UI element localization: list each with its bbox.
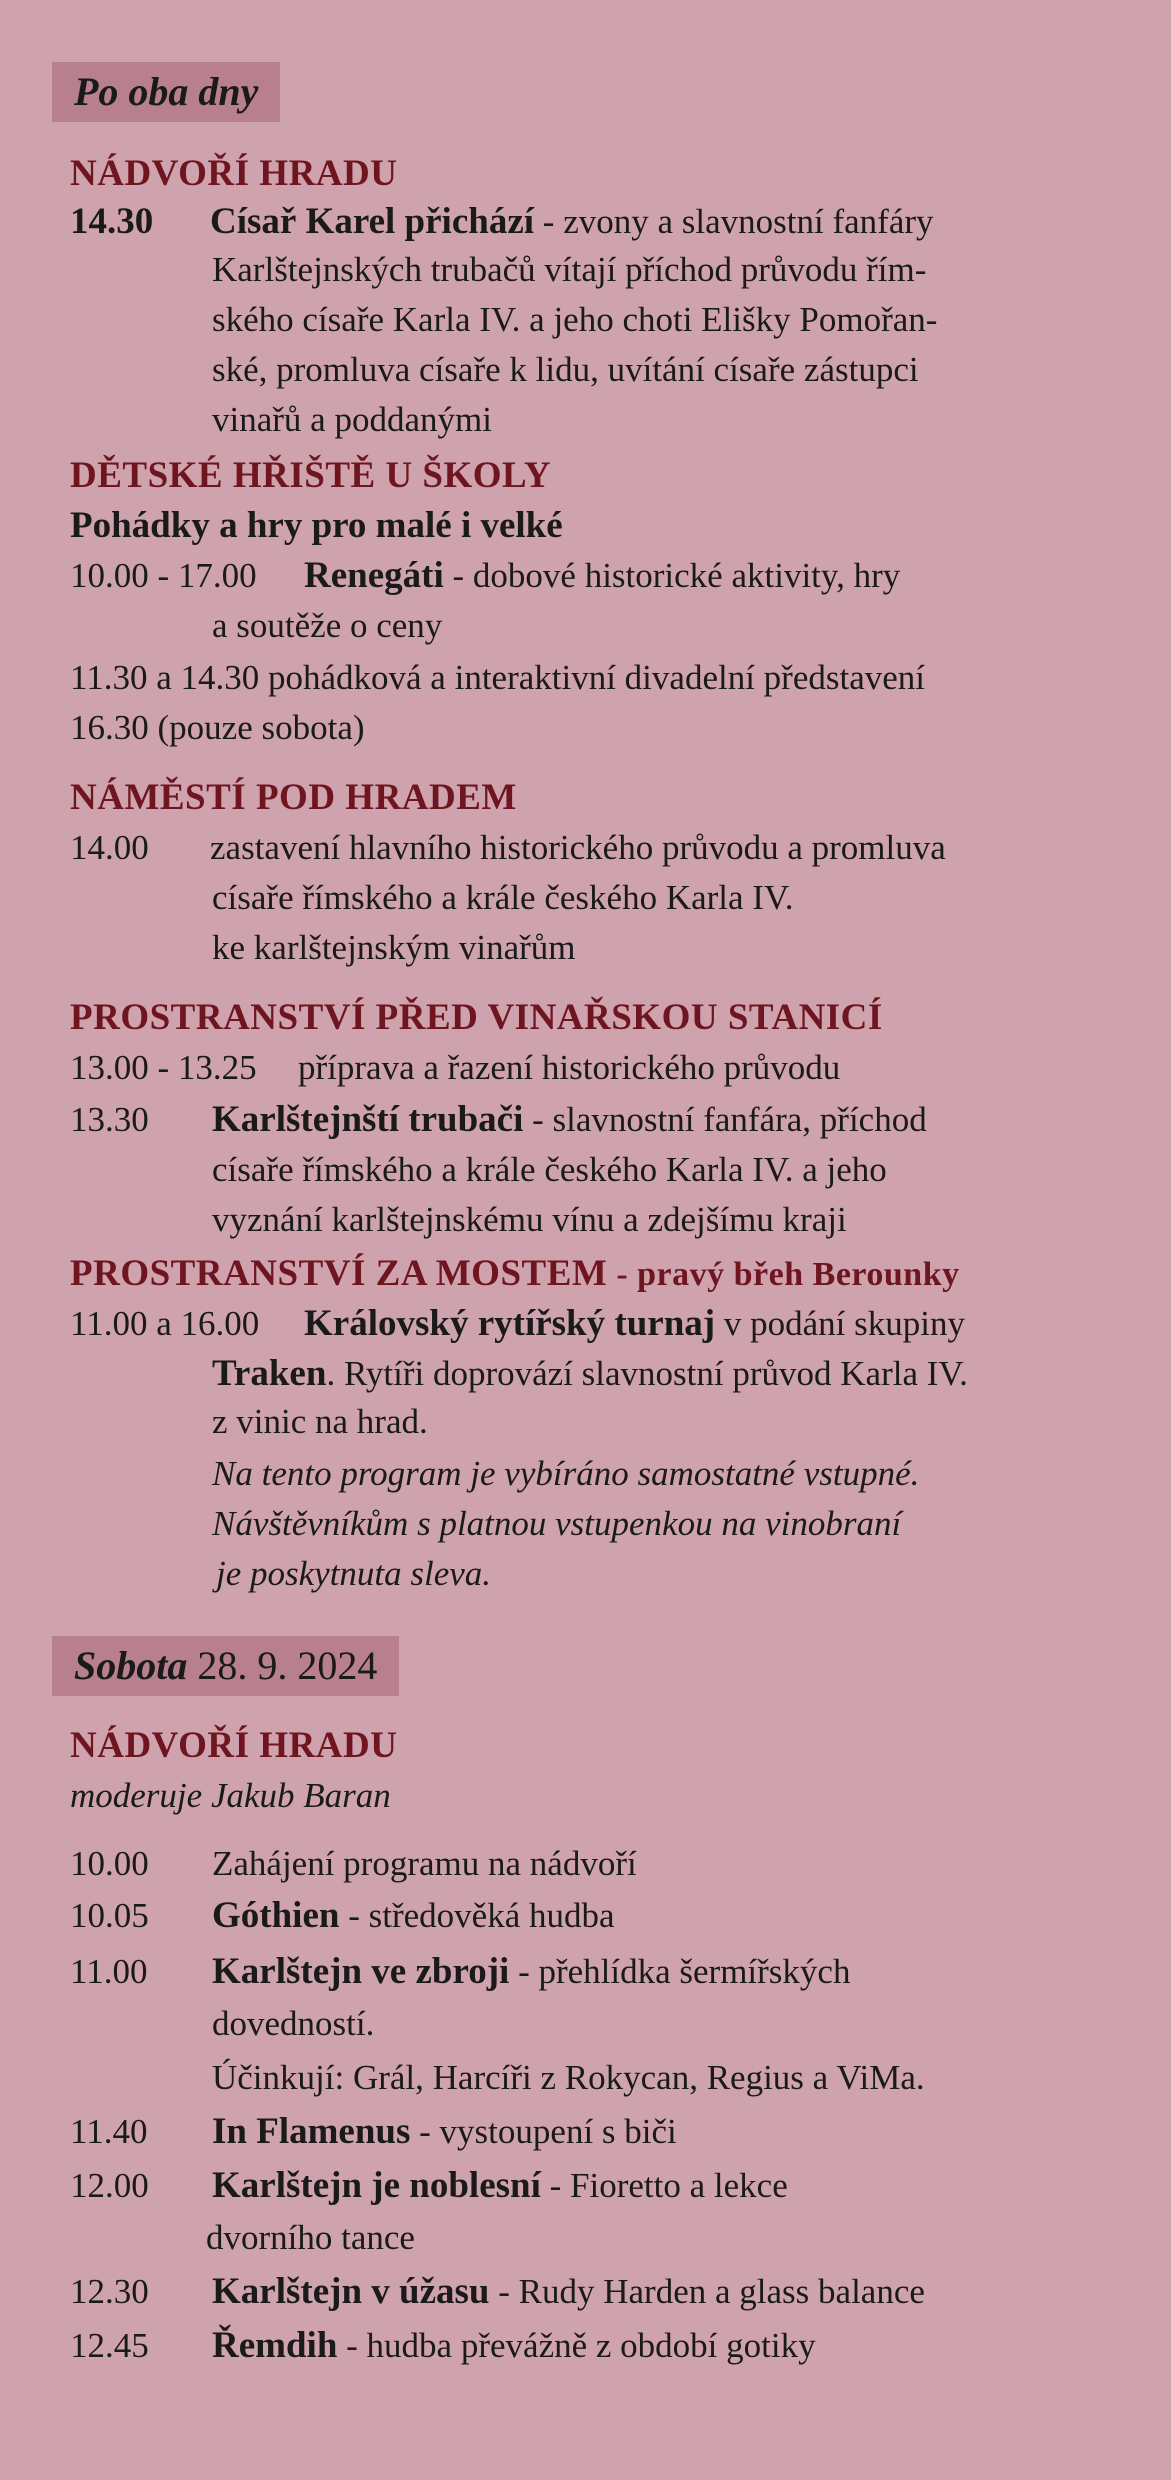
event-line: ke karlštejnským vinařům [212, 928, 576, 967]
event-line: příprava a řazení historického průvodu [298, 1048, 841, 1087]
event-line [212, 2324, 816, 2367]
event-text: - Fioretto a lekce [540, 2166, 788, 2205]
venue-title [70, 1252, 960, 1295]
event-line: vyznání karlštejnskému vínu a zdejšímu kraji [212, 1200, 847, 1239]
event-title: Renegáti [304, 555, 444, 596]
event-line: z vinic na hrad. [212, 1402, 428, 1441]
event-time: 12.45 [70, 2326, 149, 2365]
event-text: - Rudy Harden a glass balance [489, 2272, 925, 2311]
event-line: Zahájení programu na nádvoří [212, 1844, 637, 1883]
event-title: Traken [212, 1353, 327, 1394]
event-time: 12.30 [70, 2272, 149, 2311]
day-header-saturday [52, 1636, 399, 1696]
event-line: ské, promluva císaře k lidu, uvítání císaře zástupci [212, 350, 919, 389]
event-time: 14.00 [70, 828, 149, 867]
event-line: vinařů a poddanými [212, 400, 492, 439]
event-line [304, 554, 900, 597]
event-time: 11.00 [70, 1952, 148, 1991]
event-text: - středověká hudba [339, 1896, 615, 1935]
event-title: Karlštejnští trubači [212, 1099, 524, 1140]
venue-title: DĚTSKÉ HŘIŠTĚ U ŠKOLY [70, 455, 552, 496]
day-header-label: Po oba dny [74, 69, 259, 114]
event-line [212, 1352, 968, 1395]
event-text: - přehlídka šermířských [509, 1952, 851, 1991]
event-line [212, 2110, 677, 2153]
event-title: Karlštejn v úžasu [212, 2271, 490, 2312]
event-line: dovedností. [212, 2004, 375, 2043]
event-line: 11.30 a 14.30 pohádková a interaktivní divadelní představení [70, 658, 926, 697]
event-line: 16.30 (pouze sobota) [70, 708, 365, 747]
venue-title: NÁDVOŘÍ HRADU [70, 153, 398, 194]
event-text: - dobové historické aktivity, hry [443, 556, 901, 595]
event-text: v podání skupiny [715, 1304, 965, 1343]
venue-subtitle: Pohádky a hry pro malé i velké [70, 505, 563, 546]
event-time [70, 200, 153, 243]
venue-title: NÁDVOŘÍ HRADU [70, 1725, 398, 1766]
event-time: 10.00 [70, 1844, 149, 1883]
event-title: Císař Karel přichází [210, 201, 535, 242]
event-text: . Rytíři doprovází slavnostní průvod Karla IV. [326, 1354, 968, 1393]
event-line: dvorního tance [206, 2218, 415, 2257]
venue-title: NÁMĚSTÍ POD HRADEM [70, 777, 517, 818]
time: 14.30 [70, 201, 154, 242]
venue-title: PROSTRANSTVÍ PŘED VINAŘSKOU STANICÍ [70, 997, 883, 1038]
event-line [304, 1302, 965, 1345]
note-line: Návštěvníkům s platnou vstupenkou na vinobraní [212, 1504, 902, 1543]
day-header-both-days [52, 62, 280, 122]
event-line: ského císaře Karla IV. a jeho choti Elišky Pomořan- [212, 300, 938, 339]
venue-subtitle: - pravý břeh Berounky [607, 1256, 960, 1293]
event-text: - zvony a slavnostní fanfáry [534, 202, 934, 241]
event-time: 13.30 [70, 1100, 149, 1139]
note-line: je poskytnuta sleva. [216, 1554, 492, 1593]
event-text: - vystoupení s biči [410, 2112, 677, 2151]
event-line [212, 2270, 925, 2313]
event-title: In Flamenus [212, 2111, 411, 2152]
note-line: Na tento program je vybíráno samostatné vstupné. [212, 1454, 920, 1493]
event-line [210, 200, 934, 243]
event-title: Góthien [212, 1895, 340, 1936]
event-line [212, 1950, 850, 1993]
event-time: 11.40 [70, 2112, 148, 2151]
event-time: 11.00 a 16.00 [70, 1304, 260, 1343]
event-title: Karlštejn ve zbroji [212, 1951, 510, 1992]
event-line: a soutěže o ceny [212, 606, 443, 645]
event-line [212, 2164, 788, 2207]
event-line: Karlštejnských trubačů vítají příchod průvodu řím- [212, 250, 927, 289]
day-name: Sobota [74, 1643, 188, 1688]
event-line: Účinkují: Grál, Harcíři z Rokycan, Regius a ViMa. [212, 2058, 925, 2097]
event-line: císaře římského a krále českého Karla IV. [212, 878, 794, 917]
event-line: zastavení hlavního historického průvodu a promluva [210, 828, 946, 867]
moderator: moderuje Jakub Baran [70, 1776, 391, 1815]
event-line [212, 1894, 615, 1937]
event-text: - hudba převážně z období gotiky [337, 2326, 816, 2365]
event-time: 12.00 [70, 2166, 149, 2205]
event-title: Královský rytířský turnaj [304, 1303, 716, 1344]
day-date: 28. 9. 2024 [187, 1643, 378, 1688]
event-time: 10.05 [70, 1896, 149, 1935]
event-title: Řemdih [212, 2325, 338, 2366]
event-line: císaře římského a krále českého Karla IV. a jeho [212, 1150, 887, 1189]
event-time: 10.00 - 17.00 [70, 556, 257, 595]
event-line [212, 1098, 927, 1141]
venue-name: PROSTRANSTVÍ ZA MOSTEM [70, 1253, 608, 1294]
event-text: - slavnostní fanfára, příchod [523, 1100, 927, 1139]
event-title: Karlštejn je noblesní [212, 2165, 541, 2206]
event-time: 13.00 - 13.25 [70, 1048, 257, 1087]
